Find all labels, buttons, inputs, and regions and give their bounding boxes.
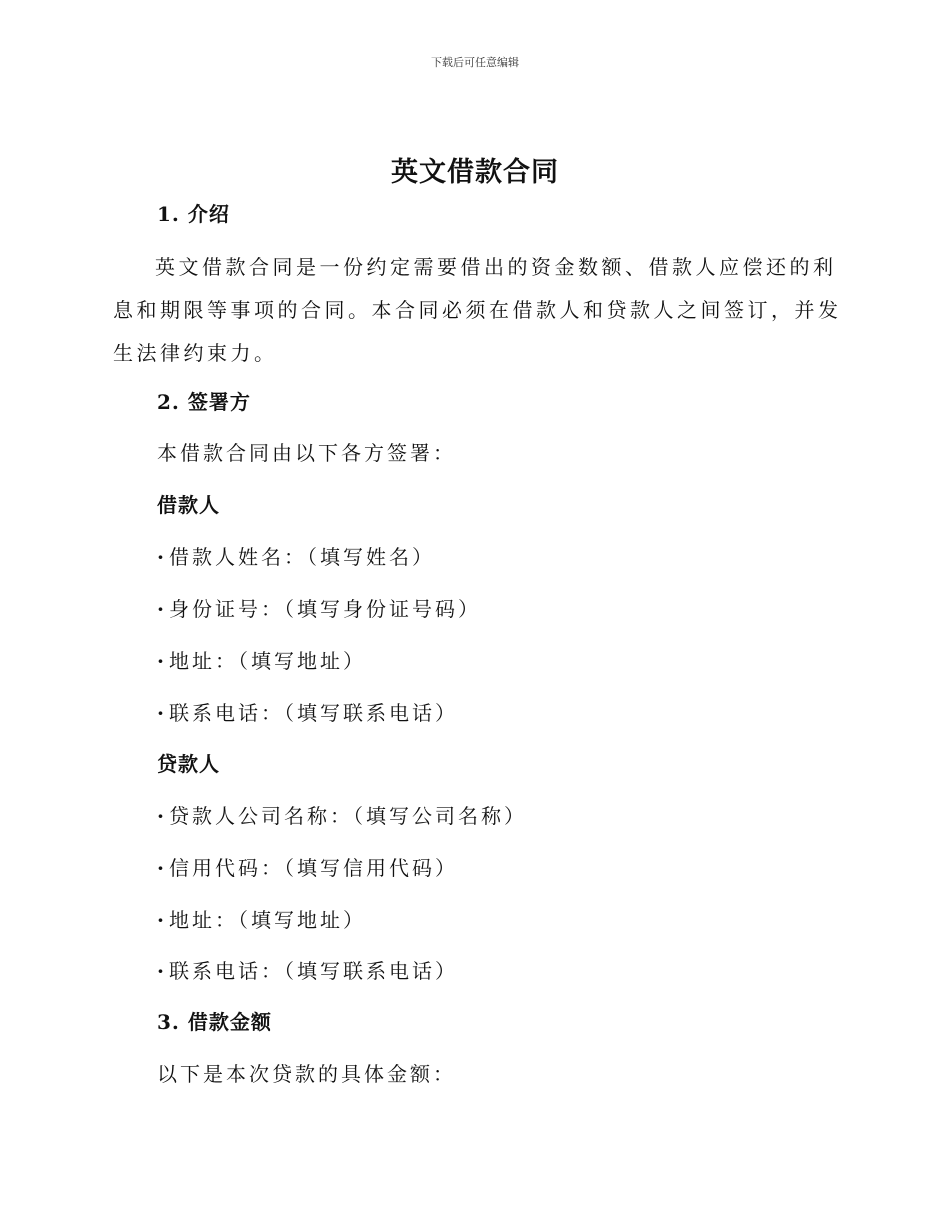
intro-paragraph: 英文借款合同是一份约定需要借出的资金数额、借款人应偿还的利息和期限等事项的合同。本合同必须在借款人和贷款人之间签订，并发生法律约束力。 [113,255,842,365]
list-item: 联系电话：（填写联系电话） [169,959,458,983]
bullet-icon: · [157,959,164,983]
bullet-icon: · [157,545,164,569]
borrower-item-id [157,593,481,622]
parties-lead-text: 本借款合同由以下各方签署： [157,441,456,465]
section-heading-parties: 2. 签署方 [157,390,251,414]
borrower-subheading: 借款人 [157,493,220,517]
list-item: 信用代码：（填写信用代码） [169,856,458,880]
bullet-icon: · [157,597,164,621]
amount-lead-text: 以下是本次贷款的具体金额： [157,1062,456,1086]
section-heading-intro: 1. 介绍 [157,202,230,226]
lender-item-address [157,904,366,933]
lender-item-company [157,800,527,829]
list-item: 贷款人公司名称：（填写公司名称） [169,804,527,828]
lender-subheading: 贷款人 [157,752,220,776]
page-header-note: 下载后可任意编辑 [431,56,519,69]
bullet-icon: · [157,804,164,828]
list-item: 地址：（填写地址） [169,649,366,673]
bullet-icon: · [157,856,164,880]
bullet-icon: · [157,649,164,673]
list-item: 借款人姓名：（填写姓名） [169,545,435,569]
lender-item-phone [157,955,458,984]
list-item: 联系电话：（填写联系电话） [169,701,458,725]
list-item: 身份证号：（填写身份证号码） [169,597,481,621]
bullet-icon: · [157,701,164,725]
borrower-item-name [157,541,435,570]
borrower-item-phone [157,697,458,726]
bullet-icon: · [157,908,164,932]
borrower-item-address [157,645,366,674]
list-item: 地址：（填写地址） [169,908,366,932]
document-title: 英文借款合同 [391,157,559,188]
section-heading-amount: 3. 借款金额 [157,1010,272,1034]
lender-item-credit-code [157,852,458,881]
